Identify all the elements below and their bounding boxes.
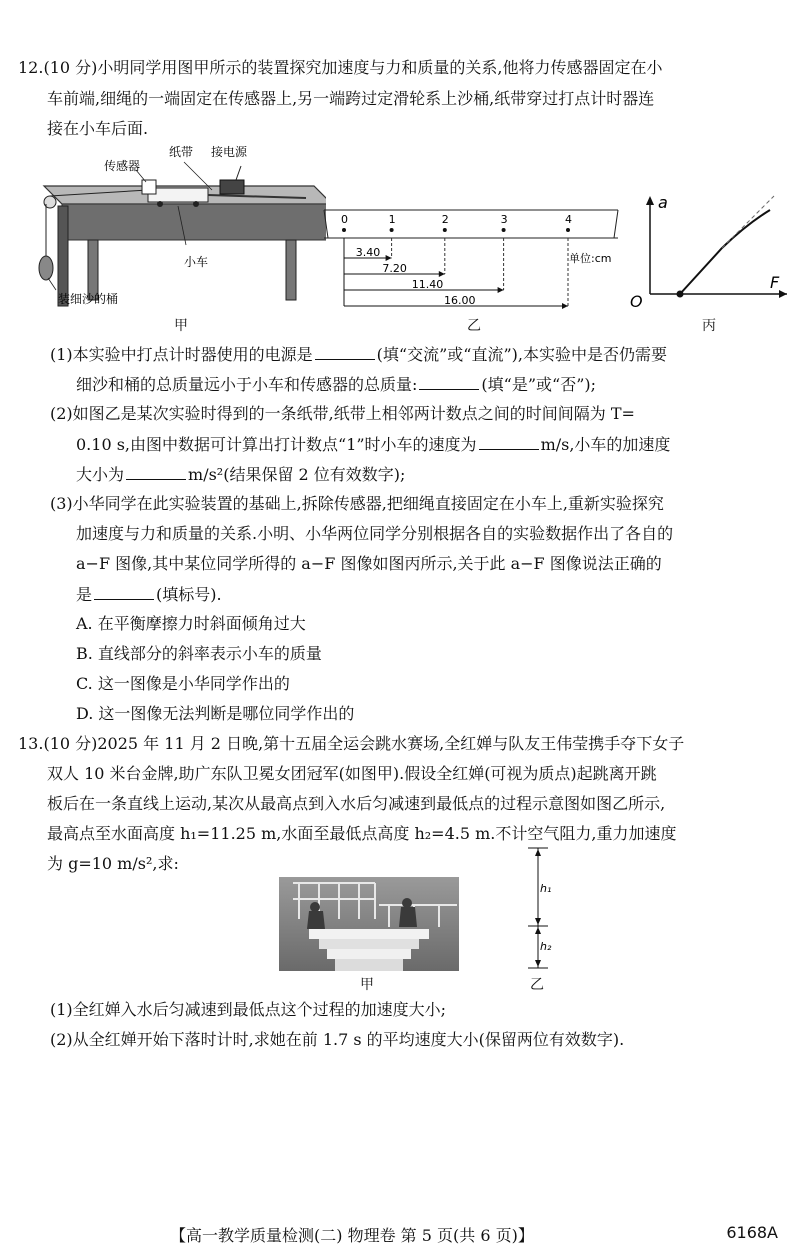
q12-part2-line-3 — [76, 464, 405, 485]
q12-part1-text-a: (1)本实验中打点计时器使用的电源是 — [50, 345, 313, 364]
figure-height-diagram — [524, 846, 564, 972]
x-axis-label: F — [770, 273, 780, 292]
label-sensor: 传感器 — [104, 159, 141, 173]
q13-line-5: 为 g=10 m/s²,求: — [47, 854, 179, 873]
q13-line-2: 双人 10 米台金牌,助广东队卫冕女团冠军(如图甲).假设全红婵(可视为质点)起跳离开跳 — [47, 764, 657, 783]
label-bucket: 装细沙的桶 — [58, 292, 119, 306]
bucket-icon — [39, 256, 53, 280]
tape-unit: 单位:cm — [569, 252, 612, 265]
option-b: B. 直线部分的斜率表示小车的质量 — [76, 644, 322, 663]
q12-part3-line-4 — [76, 584, 222, 605]
tape-dot — [443, 228, 447, 232]
q12-part3-line-2: 加速度与力和质量的关系.小明、小华两位同学分别根据各自的实验数据作出了各自的 — [76, 524, 674, 543]
q12-part3-line-1: (3)小华同学在此实验装置的基础上,拆除传感器,把细绳直接固定在小车上,重新实验探究 — [50, 494, 664, 513]
table-leg-left — [58, 206, 68, 306]
q12-part3-text-a: 是 — [76, 585, 93, 604]
q13-line-1: 13.(10 分)2025 年 11 月 2 日晚,第十五届全运会跳水赛场,全红婵与队友王伟莹携手夺下女子 — [18, 734, 685, 753]
cart-wheel-icon — [193, 201, 199, 207]
timer-block — [220, 180, 244, 194]
arrow-up-icon — [535, 927, 541, 934]
label-h1: h₁ — [540, 882, 552, 895]
tape-point-label: 3 — [500, 213, 508, 226]
q12-part2-text-a: 0.10 s,由图中数据可计算出打计数点“1”时小车的速度为 — [76, 435, 477, 454]
platform-tier-1 — [309, 929, 429, 939]
q13-line-4: 最高点至水面高度 h₁=11.25 m,水面至最低点高度 h₂=4.5 m.不计空气阻力,重力加速度 — [47, 824, 677, 843]
answer-blank[interactable] — [479, 434, 539, 450]
dimension-arrow-icon — [562, 303, 568, 309]
tape-point-label: 0 — [341, 213, 348, 226]
a-f-curve — [680, 210, 770, 294]
sensor-block — [142, 180, 156, 194]
q12-part3-line-3: a−F 图像,其中某位同学所得的 a−F 图像如图丙所示,关于此 a−F 图像说法正确的 — [76, 554, 662, 573]
q12-line-3: 接在小车后面. — [47, 119, 149, 138]
q12-part2-line-1: (2)如图乙是某次实验时得到的一条纸带,纸带上相邻两计数点之间的时间间隔为 T= — [50, 404, 635, 423]
origin-label: O — [630, 292, 643, 310]
page-footer: 【高一教学质量检测(二) 物理卷 第 5 页(共 6 页)】 — [170, 1226, 534, 1245]
dimension-label: 3.40 — [355, 246, 381, 259]
tape-point-label: 2 — [441, 213, 449, 226]
paper-code: 6168A — [726, 1223, 778, 1242]
caption-yi-2: 乙 — [530, 977, 544, 993]
label-h2: h₂ — [540, 940, 552, 953]
caption-bing: 丙 — [702, 318, 716, 334]
label-paper-tape: 纸带 — [169, 145, 194, 159]
cart-body — [148, 188, 208, 202]
q12-part1-text-b: (填“交流”或“直流”),本实验中是否仍需要 — [376, 345, 667, 364]
q12-part2-text-d: m/s²(结果保留 2 位有效数字); — [188, 465, 406, 484]
q12-part2-text-c: 大小为 — [76, 465, 125, 484]
q12-line-1: 12.(10 分)小明同学用图甲所示的装置探究加速度与力和质量的关系,他将力传感器固定在小 — [18, 58, 663, 77]
dimension-arrow-icon — [439, 271, 445, 277]
platform-tier-2 — [319, 939, 419, 949]
y-axis-label: a — [658, 193, 668, 212]
tape-end-left — [324, 210, 328, 238]
answer-blank[interactable] — [315, 344, 375, 360]
photo-diving-platform — [279, 877, 459, 971]
intercept-point — [677, 291, 684, 298]
dimension-label: 11.40 — [411, 278, 444, 291]
q12-part1-line-2 — [76, 374, 596, 395]
tape-point-label: 1 — [388, 213, 396, 226]
tape-dot — [566, 228, 570, 232]
platform-tier-3 — [327, 949, 411, 959]
platform-tier-4 — [335, 959, 403, 971]
answer-blank[interactable] — [419, 374, 479, 390]
dimension-label: 16.00 — [444, 294, 476, 307]
q12-part3-text-b: (填标号). — [156, 585, 222, 604]
arrow-down-icon — [535, 960, 541, 967]
option-d: D. 这一图像无法判断是哪位同学作出的 — [76, 704, 355, 723]
q12-part1-line-1 — [50, 344, 667, 365]
figure-paper-tape — [322, 208, 622, 310]
power-wire — [236, 166, 241, 180]
cart-wheel-icon — [157, 201, 163, 207]
label-power: 接电源 — [211, 145, 248, 159]
q13-part1: (1)全红婵入水后匀减速到最低点这个过程的加速度大小; — [50, 1000, 447, 1019]
dimension-arrow-icon — [498, 287, 504, 293]
q12-part2-text-b: m/s,小车的加速度 — [540, 435, 671, 454]
arrow-down-icon — [535, 918, 541, 925]
dimension-arrow-icon — [386, 255, 392, 261]
figure-apparatus — [36, 140, 326, 315]
option-a: A. 在平衡摩擦力时斜面倾角过大 — [76, 614, 306, 633]
caption-yi: 乙 — [467, 318, 481, 334]
q12-line-2: 车前端,细绳的一端固定在传感器上,另一端跨过定滑轮系上沙桶,纸带穿过打点计时器连 — [47, 89, 655, 108]
dimension-label: 7.20 — [382, 262, 407, 275]
tape-dot — [342, 228, 346, 232]
label-cart: 小车 — [184, 255, 209, 269]
tape-end-right — [614, 210, 618, 238]
caption-jia: 甲 — [174, 318, 188, 334]
arrow-up-icon — [535, 849, 541, 856]
tape-point-label: 4 — [565, 213, 572, 226]
q12-part1-text-d: (填“是”或“否”); — [481, 375, 597, 394]
q13-part2: (2)从全红婵开始下落时计时,求她在前 1.7 s 的平均速度大小(保留两位有效数字). — [50, 1030, 625, 1049]
caption-photo-jia: 甲 — [360, 977, 374, 993]
table-leg-right — [286, 240, 296, 300]
x-axis-arrow-icon — [779, 290, 787, 298]
figure-a-f-graph — [622, 190, 792, 310]
leader-bucket — [48, 278, 56, 290]
tape-dot — [502, 228, 506, 232]
q12-part1-text-c: 细沙和桶的总质量远小于小车和传感器的总质量: — [76, 375, 418, 394]
q13-line-3: 板后在一条直线上运动,某次从最高点到入水后匀减速到最低点的过程示意图如图乙所示, — [47, 794, 666, 813]
table-leg-middle — [88, 240, 98, 300]
y-axis-arrow-icon — [646, 196, 654, 205]
answer-blank[interactable] — [126, 464, 186, 480]
option-c: C. 这一图像是小华同学作出的 — [76, 674, 290, 693]
q12-part2-line-2 — [76, 434, 670, 455]
tape-dot — [390, 228, 394, 232]
table-edge — [62, 204, 326, 240]
answer-blank[interactable] — [94, 584, 154, 600]
